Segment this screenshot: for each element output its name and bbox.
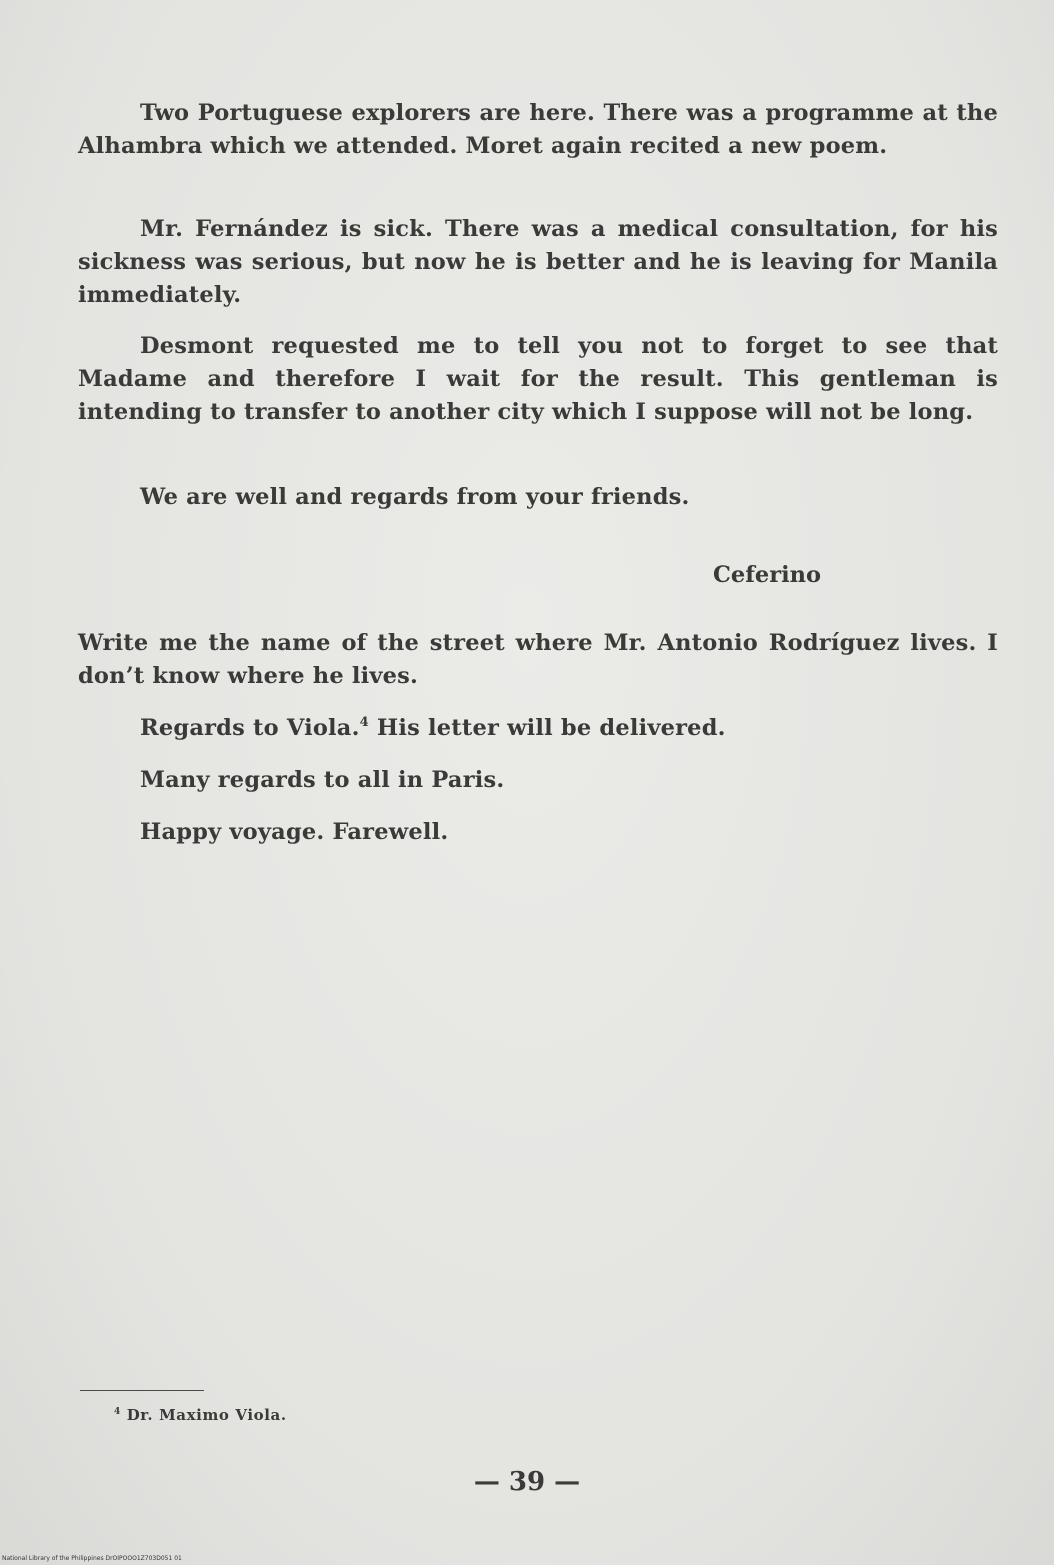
signature: Ceferino — [713, 562, 821, 588]
page-number: — 39 — — [473, 1467, 581, 1497]
scan-imprint: National Library of the Philippines DrOIPOOO1Z703D051 01 — [2, 1555, 182, 1562]
paragraph-regards-paris: Many regards to all in Paris. — [140, 767, 505, 793]
regards-viola-letter-text: His letter will be delivered. — [368, 715, 726, 741]
footnote-marker: 4 — [114, 1407, 121, 1417]
footnote — [114, 1405, 287, 1425]
paragraph-portuguese-explorers: Two Portuguese explorers are here. There was a programme at the Alhambra which we attended. Moret again recited a new poem. — [78, 100, 998, 159]
paragraph-desmont-request: Desmont requested me to tell you not to forget to see that Madame and therefore I wait for the result. This gentleman is intending to transfer to another city which I suppose will not be long. — [78, 333, 998, 425]
paragraph-fernandez-sick: Mr. Fernández is sick. There was a medical consultation, for his sickness was serious, but now he is better and he is leaving for Manila immediately. — [78, 216, 998, 308]
footnote-divider — [80, 1390, 204, 1391]
paragraph-regards-friends: We are well and regards from your friends. — [140, 484, 690, 510]
footnote-text: Dr. Maximo Viola. — [126, 1406, 287, 1424]
postscript-street-request: Write me the name of the street where Mr. Antonio Rodríguez lives. I don’t know where he lives. — [78, 630, 998, 689]
paragraph-regards-viola — [78, 712, 998, 745]
paragraph-farewell: Happy voyage. Farewell. — [140, 819, 449, 845]
regards-viola-text: Regards to Viola. — [140, 715, 360, 741]
footnote-reference: 4 — [359, 715, 369, 730]
